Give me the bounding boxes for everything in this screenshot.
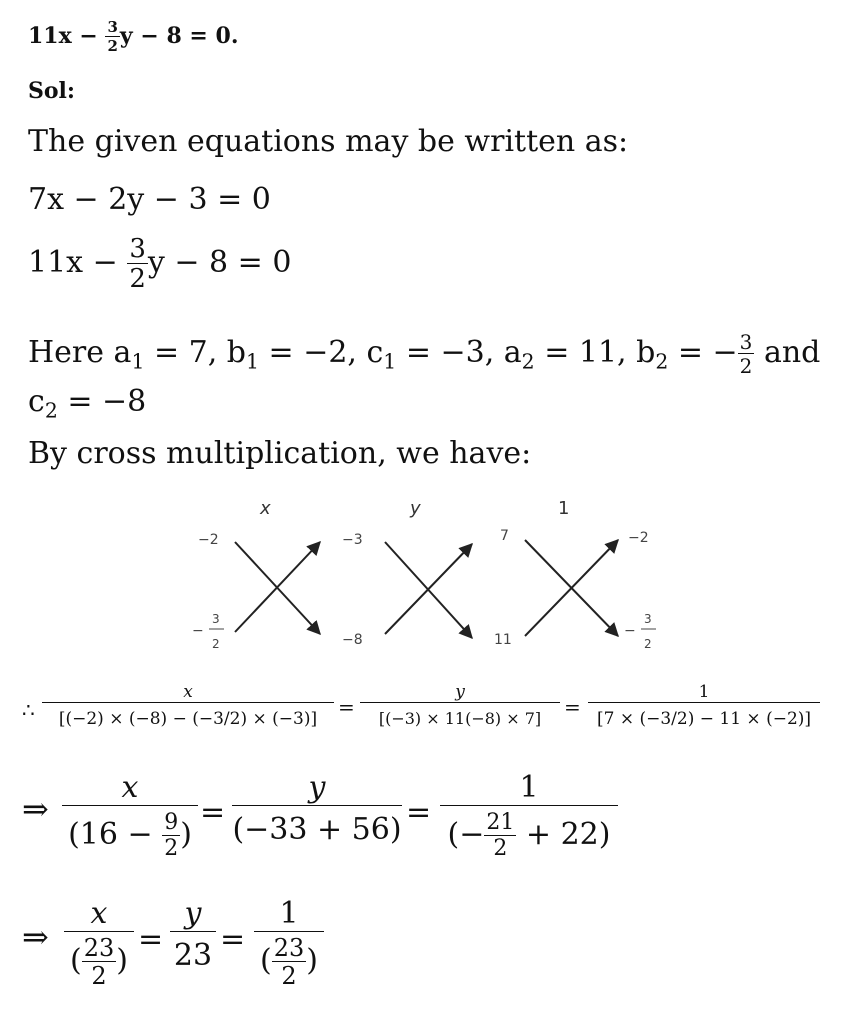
frac-num: 23 [273, 934, 305, 962]
frac-num: 9 [164, 810, 179, 835]
diagram-label: 3 [212, 612, 220, 626]
fraction [272, 936, 307, 988]
frac-den: 23 [170, 931, 216, 973]
fraction [127, 236, 148, 292]
frac-num: 3 [129, 234, 146, 264]
fraction [162, 812, 180, 860]
frac-num: 1 [698, 682, 710, 702]
frac-den: 2 [91, 962, 107, 990]
paren-close: ) [306, 943, 318, 978]
frac-num: 23 [83, 934, 115, 962]
step3-y-fraction [170, 896, 216, 973]
frac-num: x [121, 770, 139, 805]
diagram-label: −8 [342, 632, 363, 648]
equation-1: 7x − 2y − 3 = 0 [28, 182, 271, 217]
frac-den: 2 [493, 836, 508, 861]
frac-num: y [184, 896, 202, 931]
diagram-label: 3 [644, 612, 652, 626]
equals: = [564, 695, 581, 719]
frac-den: 2 [281, 962, 297, 990]
frac-num: 3 [739, 330, 753, 354]
cross-multiplication-intro: By cross multiplication, we have: [28, 436, 532, 471]
text: = −3, a [396, 335, 522, 370]
eq-part: y − 8 = 0 [147, 245, 292, 280]
step2-x-fraction [62, 770, 198, 860]
frac-den [440, 805, 618, 860]
diagram-label: 11 [494, 632, 512, 648]
subscript: 1 [383, 349, 397, 374]
frac-den: [(−2) × (−8) − (−3/2) × (−3)] [42, 702, 334, 729]
subscript: 1 [246, 349, 259, 374]
implies-arrow: ⇒ [22, 790, 49, 828]
equals: = [220, 922, 246, 957]
subscript: 2 [521, 349, 535, 374]
frac-num: y [455, 682, 465, 702]
step3-one-fraction [254, 896, 324, 988]
implies-arrow: ⇒ [22, 918, 49, 956]
frac-num: 1 [519, 770, 539, 805]
fraction [484, 812, 516, 860]
text: = −2, c [258, 335, 384, 370]
paren-open: ( [260, 943, 272, 978]
intro-text: The given equations may be written as: [28, 124, 629, 159]
coefficients-line-1 [28, 332, 820, 376]
frac-den: 2 [164, 836, 179, 861]
step2-one-fraction [440, 770, 618, 860]
coefficients-line-2 [28, 384, 146, 423]
frac-num: 1 [279, 896, 299, 931]
subscript: 1 [131, 349, 145, 374]
equals: = [200, 795, 226, 830]
text: and [754, 335, 821, 370]
diagram-head-1: 1 [558, 498, 570, 519]
frac-den: 2 [739, 354, 753, 378]
diagram-label: −2 [628, 530, 649, 546]
diagram-label: − [192, 623, 204, 639]
text: Here a [28, 335, 132, 370]
diagram-label: −2 [198, 532, 219, 548]
paren-open: ( [70, 943, 82, 978]
den-part: + 22) [516, 817, 611, 852]
diagram-label: 7 [500, 528, 509, 544]
eq-part: 11x − [28, 23, 106, 49]
therefore-symbol: ∴ [22, 698, 35, 722]
sol-label: Sol: [28, 78, 76, 104]
frac-den: [7 × (−3/2) − 11 × (−2)] [588, 702, 820, 729]
step1-x-fraction [42, 682, 334, 729]
fraction [738, 332, 755, 376]
equals: = [406, 795, 432, 830]
equals: = [338, 695, 355, 719]
frac-den: [(−3) × 11(−8) × 7] [360, 702, 560, 728]
subscript: 2 [44, 398, 58, 423]
cross-multiplication-diagram [180, 492, 680, 672]
subscript: 2 [655, 349, 669, 374]
frac-num: x [90, 896, 108, 931]
diagram-label: −3 [342, 532, 363, 548]
eq-part: y − 8 = 0. [119, 23, 239, 49]
step1-y-fraction [360, 682, 560, 728]
den-part: ) [180, 817, 192, 852]
frac-num: 21 [486, 810, 515, 835]
text: = −8 [57, 384, 147, 419]
frac-den [254, 931, 324, 988]
step3-x-fraction [64, 896, 134, 988]
problem-equation [28, 20, 238, 54]
frac-den: 2 [129, 264, 146, 294]
text: c [28, 384, 45, 419]
frac-den: 2 [107, 37, 118, 55]
fraction [82, 936, 117, 988]
step2-y-fraction [232, 770, 402, 847]
frac-den: (−33 + 56) [232, 805, 402, 847]
frac-num: 3 [107, 18, 118, 36]
den-part: (16 − [68, 817, 163, 852]
eq-part: 11x − [28, 245, 128, 280]
text: = − [668, 335, 738, 370]
frac-den [62, 805, 198, 860]
text: = 7, b [144, 335, 246, 370]
diagram-label: 2 [212, 637, 220, 651]
frac-den [64, 931, 134, 988]
diagram-head-y: y [410, 498, 421, 519]
equals: = [138, 922, 164, 957]
equation-2 [28, 236, 291, 292]
text: = 11, b [534, 335, 656, 370]
diagram-label: 2 [644, 637, 652, 651]
diagram-label: − [624, 623, 636, 639]
den-part: (− [447, 817, 485, 852]
frac-num: x [183, 682, 193, 702]
step1-one-fraction [588, 682, 820, 729]
diagram-head-x: x [260, 498, 271, 519]
fraction [105, 20, 119, 54]
paren-close: ) [116, 943, 128, 978]
frac-num: y [308, 770, 326, 805]
